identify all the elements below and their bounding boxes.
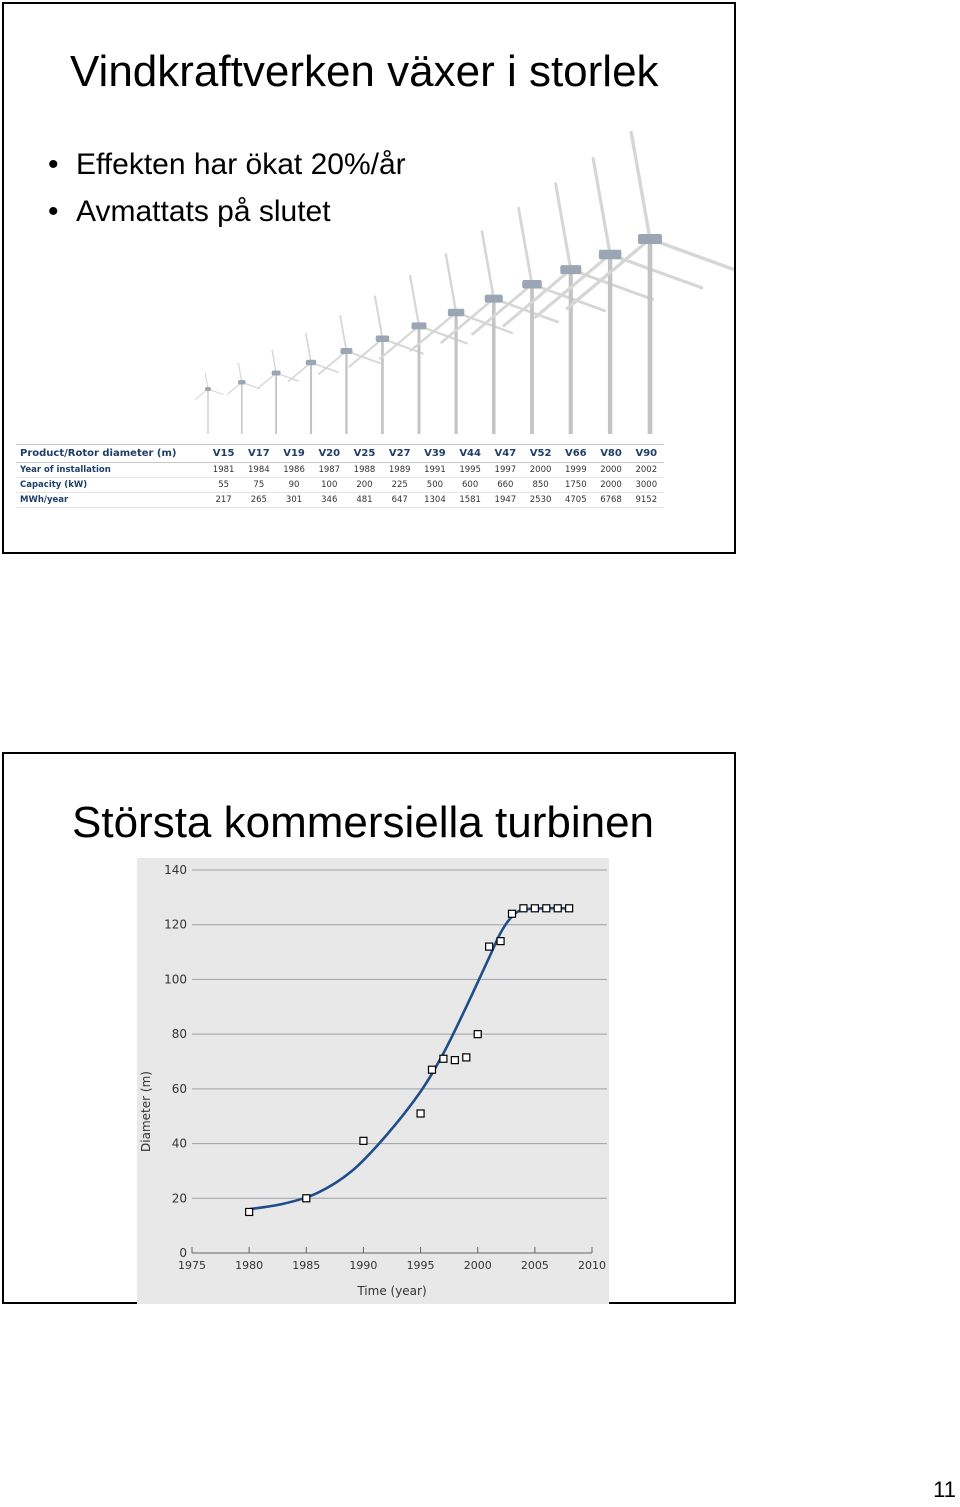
slide-1-title: Vindkraftverken växer i storlek bbox=[70, 47, 659, 96]
table-cell: 200 bbox=[347, 478, 382, 493]
data-point bbox=[429, 1066, 436, 1073]
turbine-spec-table bbox=[16, 444, 664, 508]
table-cell: 2000 bbox=[593, 478, 628, 493]
x-tick-label: 1995 bbox=[406, 1259, 435, 1272]
wind-turbine-icon bbox=[258, 350, 298, 434]
table-cell: 2000 bbox=[523, 463, 558, 478]
table-cell: 3000 bbox=[629, 478, 664, 493]
data-point bbox=[303, 1195, 310, 1202]
table-cell: 225 bbox=[382, 478, 417, 493]
data-point bbox=[543, 905, 550, 912]
table-cell: 1999 bbox=[558, 463, 593, 478]
model-cell: V20 bbox=[312, 445, 347, 463]
x-tick-label: 1980 bbox=[235, 1259, 264, 1272]
table-cell: 100 bbox=[312, 478, 347, 493]
table-cell: 1750 bbox=[558, 478, 593, 493]
table-cell: 6768 bbox=[593, 493, 628, 508]
model-cell: V47 bbox=[488, 445, 523, 463]
y-tick-label: 20 bbox=[171, 1191, 187, 1206]
data-point bbox=[554, 905, 561, 912]
data-point bbox=[509, 910, 516, 917]
table-cell: 850 bbox=[523, 478, 558, 493]
data-point bbox=[474, 1031, 481, 1038]
table-cell: 481 bbox=[347, 493, 382, 508]
table-cell: 346 bbox=[312, 493, 347, 508]
table-row bbox=[16, 463, 664, 478]
table-cell: 301 bbox=[276, 493, 311, 508]
table-cell: 2530 bbox=[523, 493, 558, 508]
model-cell: V52 bbox=[523, 445, 558, 463]
table-cell: 1986 bbox=[276, 463, 311, 478]
table-cell: 1989 bbox=[382, 463, 417, 478]
table-cell: 90 bbox=[276, 478, 311, 493]
table-row bbox=[16, 493, 664, 508]
model-cell: V44 bbox=[453, 445, 488, 463]
bullet-item: • Avmattats på slutet bbox=[48, 188, 406, 235]
data-point bbox=[463, 1054, 470, 1061]
bullet-item: • Effekten har ökat 20%/år bbox=[48, 141, 406, 188]
data-point bbox=[360, 1137, 367, 1144]
data-point bbox=[566, 905, 573, 912]
data-point bbox=[486, 943, 493, 950]
x-tick-label: 1975 bbox=[178, 1259, 206, 1272]
table-cell: 647 bbox=[382, 493, 417, 508]
table-cell: 2002 bbox=[629, 463, 664, 478]
wind-turbines-illustration bbox=[174, 104, 734, 444]
table-cell: 660 bbox=[488, 478, 523, 493]
y-tick-label: 40 bbox=[171, 1136, 187, 1151]
table-cell: 9152 bbox=[629, 493, 664, 508]
wind-turbine-icon bbox=[442, 232, 558, 434]
x-axis-label: Time (year) bbox=[357, 1284, 427, 1298]
table-row bbox=[16, 478, 664, 493]
wind-turbine-icon bbox=[349, 296, 422, 434]
table-cell: 1991 bbox=[417, 463, 452, 478]
table-cell: 600 bbox=[453, 478, 488, 493]
table-cell: 1947 bbox=[488, 493, 523, 508]
wind-turbine-icon bbox=[319, 316, 380, 434]
data-point bbox=[520, 905, 527, 912]
data-point bbox=[451, 1057, 458, 1064]
table-cell: 4705 bbox=[558, 493, 593, 508]
data-point bbox=[417, 1110, 424, 1117]
model-cell: V66 bbox=[558, 445, 593, 463]
wind-turbine-icon bbox=[196, 373, 223, 434]
table-cell: 1581 bbox=[453, 493, 488, 508]
x-tick-label: 1985 bbox=[292, 1259, 321, 1272]
model-cell: V39 bbox=[417, 445, 452, 463]
table-cell: 500 bbox=[417, 478, 452, 493]
slide-2-title: Största kommersiella turbinen bbox=[72, 798, 655, 847]
model-cell: V25 bbox=[347, 445, 382, 463]
y-axis-label: Diameter (m) bbox=[139, 1071, 153, 1152]
x-tick-label: 2005 bbox=[520, 1259, 549, 1272]
table-cell: 1995 bbox=[453, 463, 488, 478]
y-tick-label: 100 bbox=[164, 972, 187, 987]
table-cell: 55 bbox=[206, 478, 241, 493]
y-tick-label: 0 bbox=[179, 1246, 187, 1260]
data-point bbox=[497, 938, 504, 945]
data-point bbox=[440, 1055, 447, 1062]
model-cell: V90 bbox=[629, 445, 664, 463]
x-tick-label: 2010 bbox=[578, 1259, 606, 1272]
row-label: Year of installation bbox=[16, 463, 206, 478]
row-label: Capacity (kW) bbox=[16, 478, 206, 493]
y-tick-label: 120 bbox=[164, 917, 187, 932]
page-number: 11 bbox=[933, 1477, 956, 1502]
wind-turbine-icon bbox=[289, 334, 339, 434]
slide-2 bbox=[2, 752, 736, 1304]
wind-turbine-icon bbox=[504, 184, 653, 434]
table-cell: 1988 bbox=[347, 463, 382, 478]
x-tick-label: 2000 bbox=[463, 1259, 492, 1272]
model-cell: V19 bbox=[276, 445, 311, 463]
spec-table-header-row bbox=[16, 445, 664, 463]
table-cell: 265 bbox=[241, 493, 276, 508]
model-cell: V15 bbox=[206, 445, 241, 463]
wind-turbine-icon bbox=[227, 364, 259, 434]
slide-1 bbox=[2, 2, 736, 554]
rotor-diameter-chart bbox=[137, 858, 609, 1304]
x-tick-label: 1990 bbox=[349, 1259, 378, 1272]
y-tick-label: 60 bbox=[171, 1081, 187, 1096]
model-cell: V80 bbox=[593, 445, 628, 463]
table-cell: 2000 bbox=[593, 463, 628, 478]
data-point bbox=[531, 905, 538, 912]
data-point bbox=[246, 1208, 253, 1215]
table-cell: 1984 bbox=[241, 463, 276, 478]
table-cell: 217 bbox=[206, 493, 241, 508]
wind-turbine-icon bbox=[411, 254, 512, 434]
table-cell: 1981 bbox=[206, 463, 241, 478]
spec-table-header-label: Product/Rotor diameter (m) bbox=[16, 445, 206, 463]
row-label: MWh/year bbox=[16, 493, 206, 508]
model-cell: V17 bbox=[241, 445, 276, 463]
model-cell: V27 bbox=[382, 445, 417, 463]
wind-turbine-icon bbox=[535, 158, 701, 434]
table-cell: 75 bbox=[241, 478, 276, 493]
y-tick-label: 80 bbox=[171, 1027, 187, 1042]
y-tick-label: 140 bbox=[164, 863, 187, 877]
table-cell: 1997 bbox=[488, 463, 523, 478]
table-cell: 1987 bbox=[312, 463, 347, 478]
wind-turbine-icon bbox=[567, 133, 734, 434]
table-cell: 1304 bbox=[417, 493, 452, 508]
